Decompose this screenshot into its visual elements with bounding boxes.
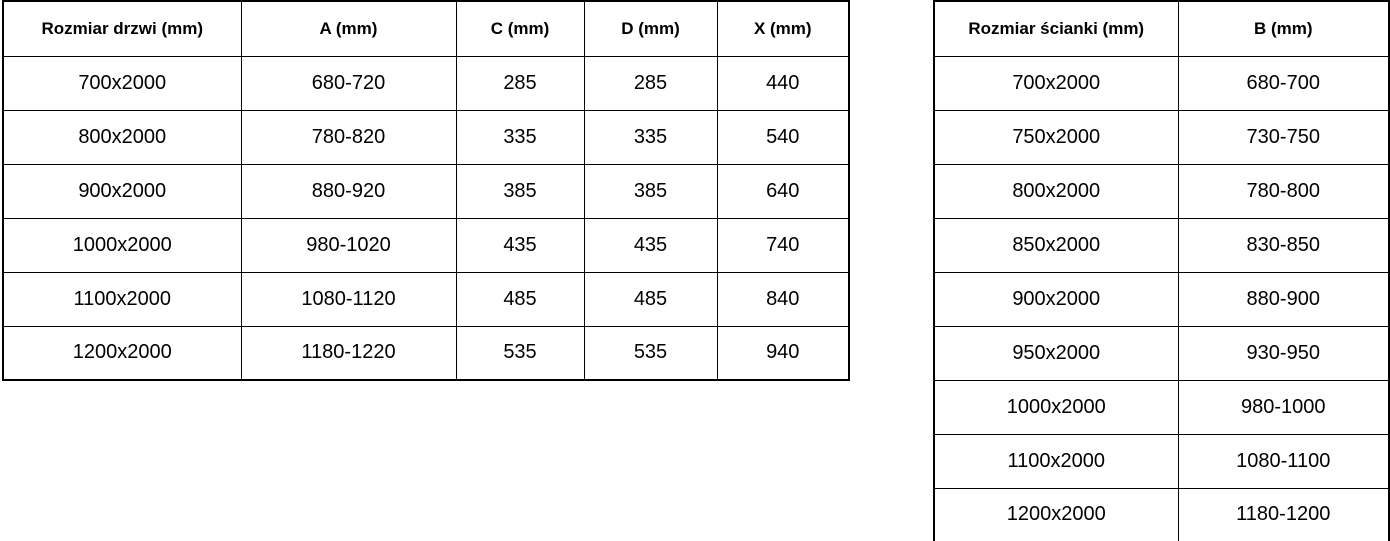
table-row: [934, 272, 1389, 326]
table-cell: 285: [456, 56, 584, 110]
column-header: X (mm): [717, 1, 849, 56]
table-cell: 930-950: [1178, 326, 1389, 380]
table-cell: 1200x2000: [3, 326, 241, 380]
table-cell: 700x2000: [934, 56, 1178, 110]
column-header: A (mm): [241, 1, 456, 56]
table-row: [3, 164, 849, 218]
table-cell: 680-720: [241, 56, 456, 110]
table-cell: 1180-1200: [1178, 488, 1389, 541]
table-cell: 740: [717, 218, 849, 272]
table-cell: 980-1020: [241, 218, 456, 272]
table-cell: 640: [717, 164, 849, 218]
table-row: [934, 380, 1389, 434]
table-cell: 950x2000: [934, 326, 1178, 380]
table-cell: 285: [584, 56, 717, 110]
table-cell: 940: [717, 326, 849, 380]
table-cell: 385: [456, 164, 584, 218]
table-row: [934, 56, 1389, 110]
table-cell: 540: [717, 110, 849, 164]
table-row: [3, 56, 849, 110]
table-cell: 880-920: [241, 164, 456, 218]
table-cell: 1080-1120: [241, 272, 456, 326]
table-cell: 780-820: [241, 110, 456, 164]
doors-dimensions-table: [2, 0, 850, 381]
walls-dimensions-table: [933, 0, 1390, 541]
table-cell: 1000x2000: [934, 380, 1178, 434]
table-cell: 335: [584, 110, 717, 164]
table-cell: 900x2000: [934, 272, 1178, 326]
header-row: [934, 1, 1389, 56]
table-cell: 900x2000: [3, 164, 241, 218]
column-header: Rozmiar ścianki (mm): [934, 1, 1178, 56]
table-cell: 435: [584, 218, 717, 272]
table-cell: 700x2000: [3, 56, 241, 110]
table-row: [3, 272, 849, 326]
table-row: [934, 164, 1389, 218]
table-cell: 435: [456, 218, 584, 272]
table-cell: 485: [584, 272, 717, 326]
table-row: [3, 110, 849, 164]
column-header: Rozmiar drzwi (mm): [3, 1, 241, 56]
table-row: [934, 488, 1389, 541]
table-row: [934, 110, 1389, 164]
table-cell: 1080-1100: [1178, 434, 1389, 488]
header-row: [3, 1, 849, 56]
table-cell: 1180-1220: [241, 326, 456, 380]
table-cell: 535: [456, 326, 584, 380]
table-cell: 680-700: [1178, 56, 1389, 110]
table-cell: 1100x2000: [934, 434, 1178, 488]
column-header: B (mm): [1178, 1, 1389, 56]
table-cell: 1000x2000: [3, 218, 241, 272]
table-cell: 730-750: [1178, 110, 1389, 164]
table-row: [934, 434, 1389, 488]
table-cell: 780-800: [1178, 164, 1389, 218]
table-cell: 440: [717, 56, 849, 110]
table-cell: 535: [584, 326, 717, 380]
table-cell: 800x2000: [3, 110, 241, 164]
table-cell: 840: [717, 272, 849, 326]
table-cell: 1200x2000: [934, 488, 1178, 541]
table-cell: 750x2000: [934, 110, 1178, 164]
table-row: [3, 326, 849, 380]
column-header: D (mm): [584, 1, 717, 56]
table-cell: 850x2000: [934, 218, 1178, 272]
table-cell: 1100x2000: [3, 272, 241, 326]
table-row: [3, 218, 849, 272]
table-cell: 880-900: [1178, 272, 1389, 326]
table-cell: 800x2000: [934, 164, 1178, 218]
table-cell: 385: [584, 164, 717, 218]
table-cell: 980-1000: [1178, 380, 1389, 434]
table-row: [934, 218, 1389, 272]
table-cell: 335: [456, 110, 584, 164]
table-row: [934, 326, 1389, 380]
column-header: C (mm): [456, 1, 584, 56]
table-cell: 830-850: [1178, 218, 1389, 272]
table-cell: 485: [456, 272, 584, 326]
